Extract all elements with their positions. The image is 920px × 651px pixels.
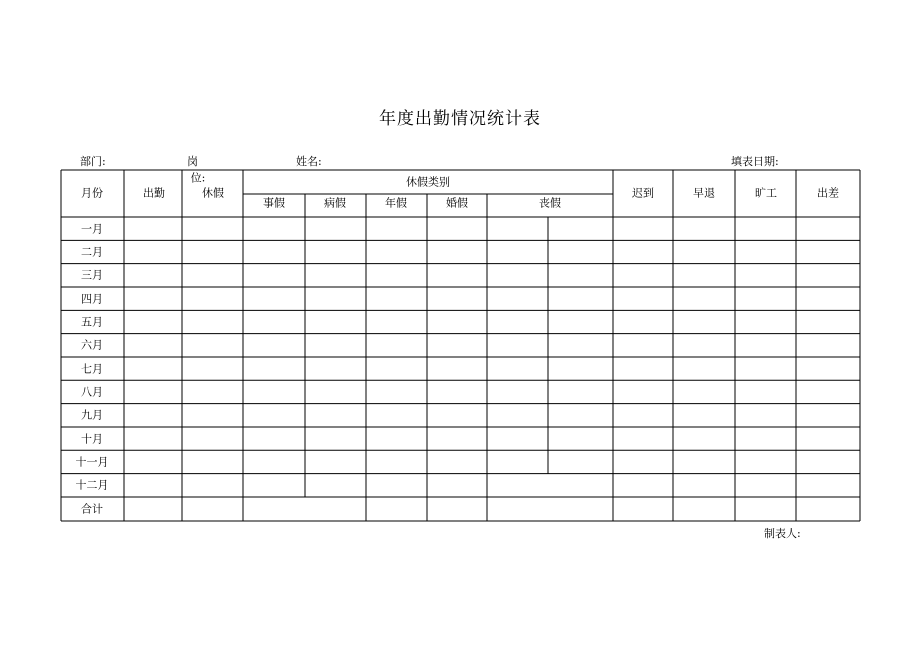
month-row-label: 十二月 — [75, 478, 109, 492]
month-row-label: 十月 — [81, 432, 103, 446]
month-row-label: 六月 — [81, 338, 103, 352]
month-row-label: 九月 — [81, 408, 103, 422]
header-sick-leave: 病假 — [324, 196, 346, 210]
header-late: 迟到 — [632, 186, 654, 200]
header-marriage-leave: 婚假 — [446, 196, 468, 210]
header-bereavement-leave: 丧假 — [539, 196, 561, 210]
month-row-label: 八月 — [81, 385, 103, 399]
header-absent: 旷工 — [755, 186, 777, 200]
month-row-label: 十一月 — [75, 455, 109, 469]
post-label-top: 岗 — [187, 155, 198, 168]
month-row-label: 五月 — [81, 315, 103, 329]
header-rest: 休假 — [202, 186, 224, 200]
month-row-label: 三月 — [81, 268, 103, 282]
header-business-trip: 出差 — [817, 186, 839, 200]
month-row-label: 二月 — [81, 245, 103, 259]
header-leave-category: 休假类别 — [406, 175, 450, 189]
header-annual-leave: 年假 — [385, 196, 407, 210]
department-label: 部门: — [80, 155, 106, 168]
fill-date-label: 填表日期: — [731, 155, 779, 168]
name-label: 姓名: — [296, 155, 322, 168]
page-title: 年度出勤情况统计表 — [379, 109, 541, 129]
total-row-label: 合计 — [81, 502, 103, 516]
header-early-leave: 早退 — [693, 186, 715, 200]
month-row-label: 四月 — [81, 292, 103, 306]
header-personal-leave: 事假 — [263, 196, 285, 210]
header-month: 月份 — [81, 186, 103, 200]
post-label-bottom: 位: — [190, 171, 206, 185]
table-maker-label: 制表人: — [764, 527, 801, 540]
header-attendance: 出勤 — [143, 186, 165, 200]
month-row-label: 一月 — [81, 222, 103, 236]
month-row-label: 七月 — [81, 362, 103, 376]
